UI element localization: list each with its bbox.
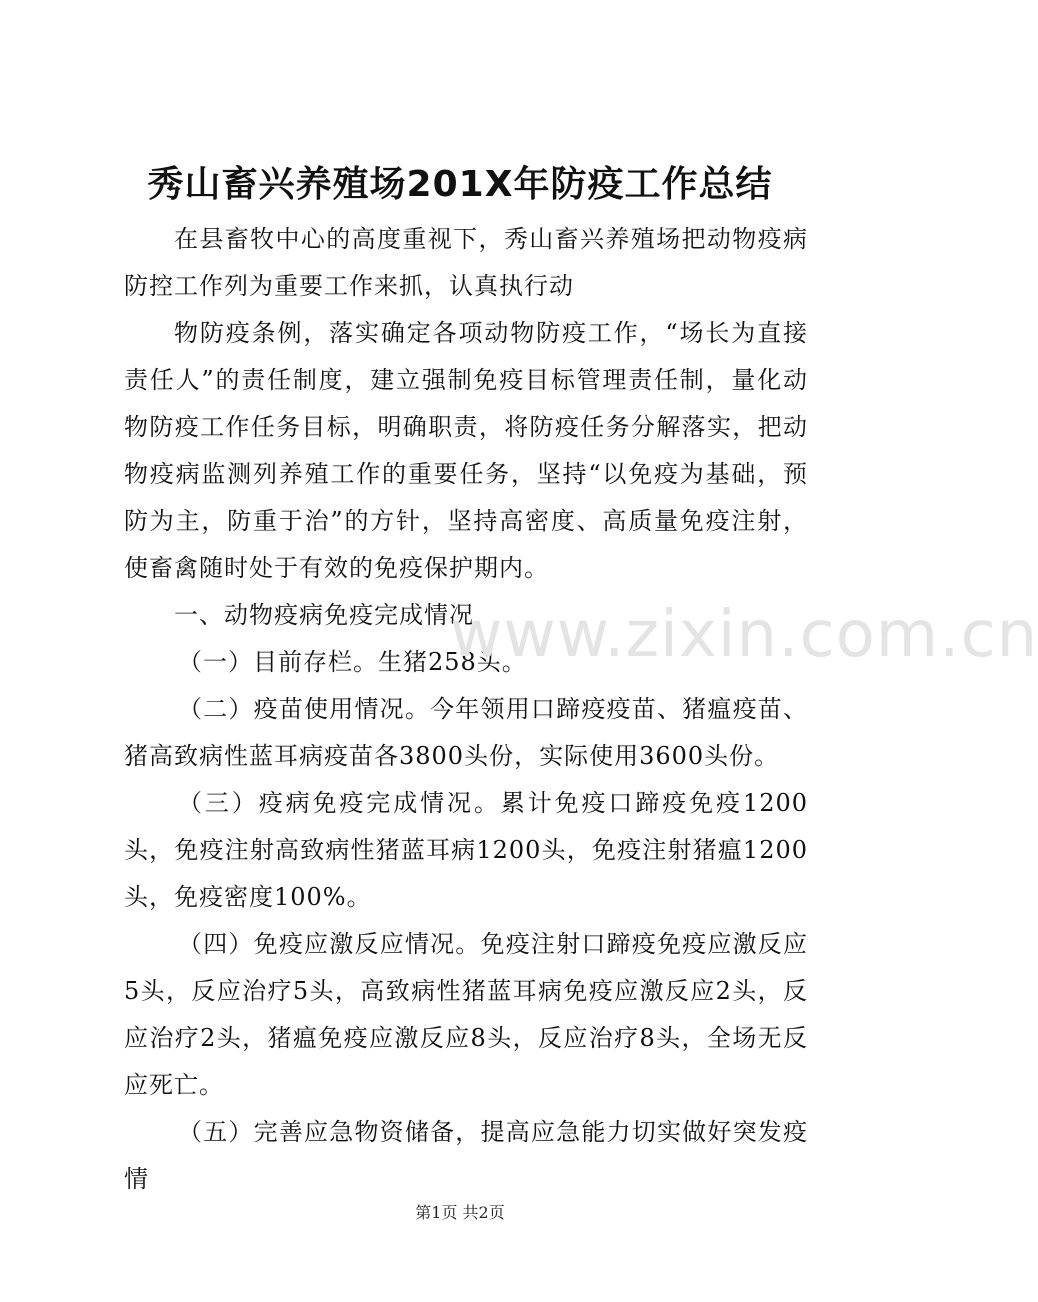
page-footer: 第1页 共2页 xyxy=(415,1203,505,1222)
paragraph-item-3: （三）疫病免疫完成情况。累计免疫口蹄疫免疫1200头，免疫注射高致病性猪蓝耳病1200头，免疫注射猪瘟1200头，免疫密度100%。 xyxy=(124,789,808,911)
paragraph-item-5: （五）完善应急物资储备，提高应急能力切实做好突发疫情 xyxy=(124,1118,808,1193)
section-heading-1: 一、动物疫病免疫完成情况 xyxy=(174,601,474,629)
paragraph-item-2: （二）疫苗使用情况。今年领用口蹄疫疫苗、猪瘟疫苗、猪高致病性蓝耳病疫苗各3800头份，实际使用3600头份。 xyxy=(124,695,808,770)
watermark: www.zixin.com.cn xyxy=(450,598,1038,672)
paragraph-policy: 物防疫条例，落实确定各项动物防疫工作，“场长为直接责任人”的责任制度，建立强制免疫目标管理责任制，量化动物防疫工作任务目标，明确职责，将防疫任务分解落实，把动物疫病监测列养殖工作的重要任务，坚持“以免疫为基础，预防为主，防重于治”的方针，坚持高密度、高质量免疫注射，使畜禽随时处于有效的免疫保护期内。 xyxy=(124,319,808,582)
paragraph-intro: 在县畜牧中心的高度重视下，秀山畜兴养殖场把动物疫病防控工作列为重要工作来抓，认真执行动 xyxy=(124,225,808,300)
paragraph-item-1: （一）目前存栏。生猪258头。 xyxy=(178,648,527,676)
document-title: 秀山畜兴养殖场201X年防疫工作总结 xyxy=(147,164,773,205)
document-body xyxy=(124,216,808,1203)
paragraph-item-4: （四）免疫应激反应情况。免疫注射口蹄疫免疫应激反应5头，反应治疗5头，高致病性猪蓝耳病免疫应激反应2头，反应治疗2头，猪瘟免疫应激反应8头，反应治疗8头，全场无反应死亡。 xyxy=(124,930,808,1099)
